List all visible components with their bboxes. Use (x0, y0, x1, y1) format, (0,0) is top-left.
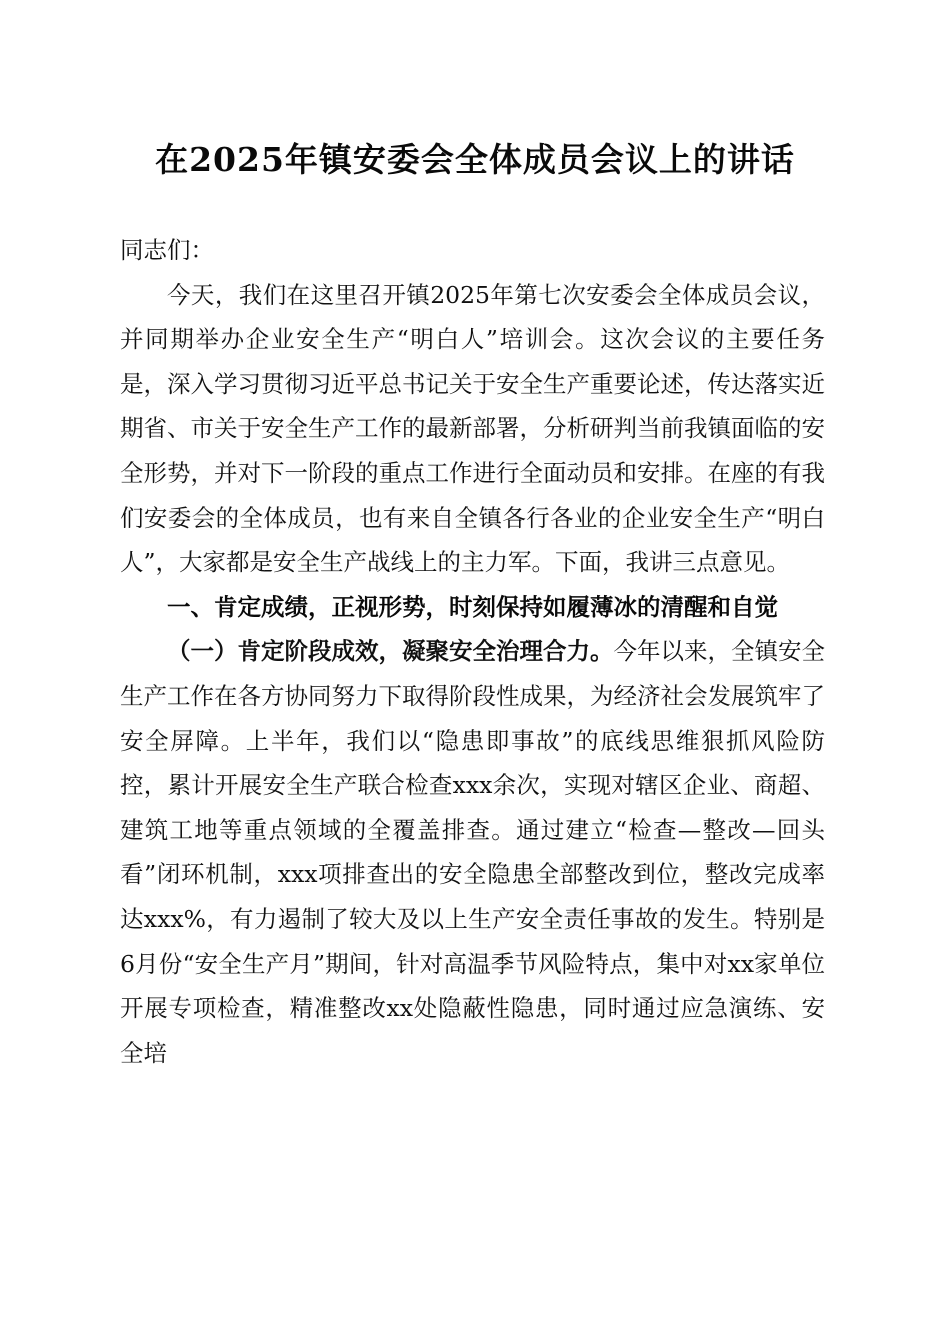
section-heading-1: 一、肯定成绩，正视形势，时刻保持如履薄冰的清醒和自觉 (167, 592, 778, 621)
subsection-text-1: 今年以来，全镇安全生产工作在各方协同努力下取得阶段性成果，为经济社会发展筑牢了安全屏障。上半年，我们以“隐患即事故”的底线思维狠抓风险防控，累计开展安全生产联合检查xxx余次，实现对辖区企业、商超、建筑工地等重点领域的全覆盖排查。通过建立“检查—整改—回头看”闭环机制，xxx项排查出的安全隐患全部整改到位，整改完成率达xxx%，有力遏制了较大及以上生产安全责任事故的发生。特别是6月份“安全生产月”期间，针对高温季节风险特点，集中对xx家单位开展专项检查，精准整改xx处隐蔽性隐患，同时通过应急演练、安全培 (120, 637, 825, 1067)
document-body (120, 228, 825, 1075)
salutation: 同志们： (120, 236, 214, 264)
subsection-paragraph-1 (120, 629, 825, 1075)
document-title: 在2025年镇安委会全体成员会议上的讲话 (155, 140, 795, 179)
intro-paragraph: 今天，我们在这里召开镇2025年第七次安委会全体成员会议，并同期举办企业安全生产“明白人”培训会。这次会议的主要任务是，深入学习贯彻习近平总书记关于安全生产重要论述，传达落实近期省、市关于安全生产工作的最新部署，分析研判当前我镇面临的安全形势，并对下一阶段的重点工作进行全面动员和安排。在座的有我们安委会的全体成员，也有来自全镇各行各业的企业安全生产“明白人”，大家都是安全生产战线上的主力军。下面，我讲三点意见。 (120, 280, 825, 577)
subsection-heading-1: （一）肯定阶段成效，凝聚安全治理合力。 (167, 637, 614, 666)
